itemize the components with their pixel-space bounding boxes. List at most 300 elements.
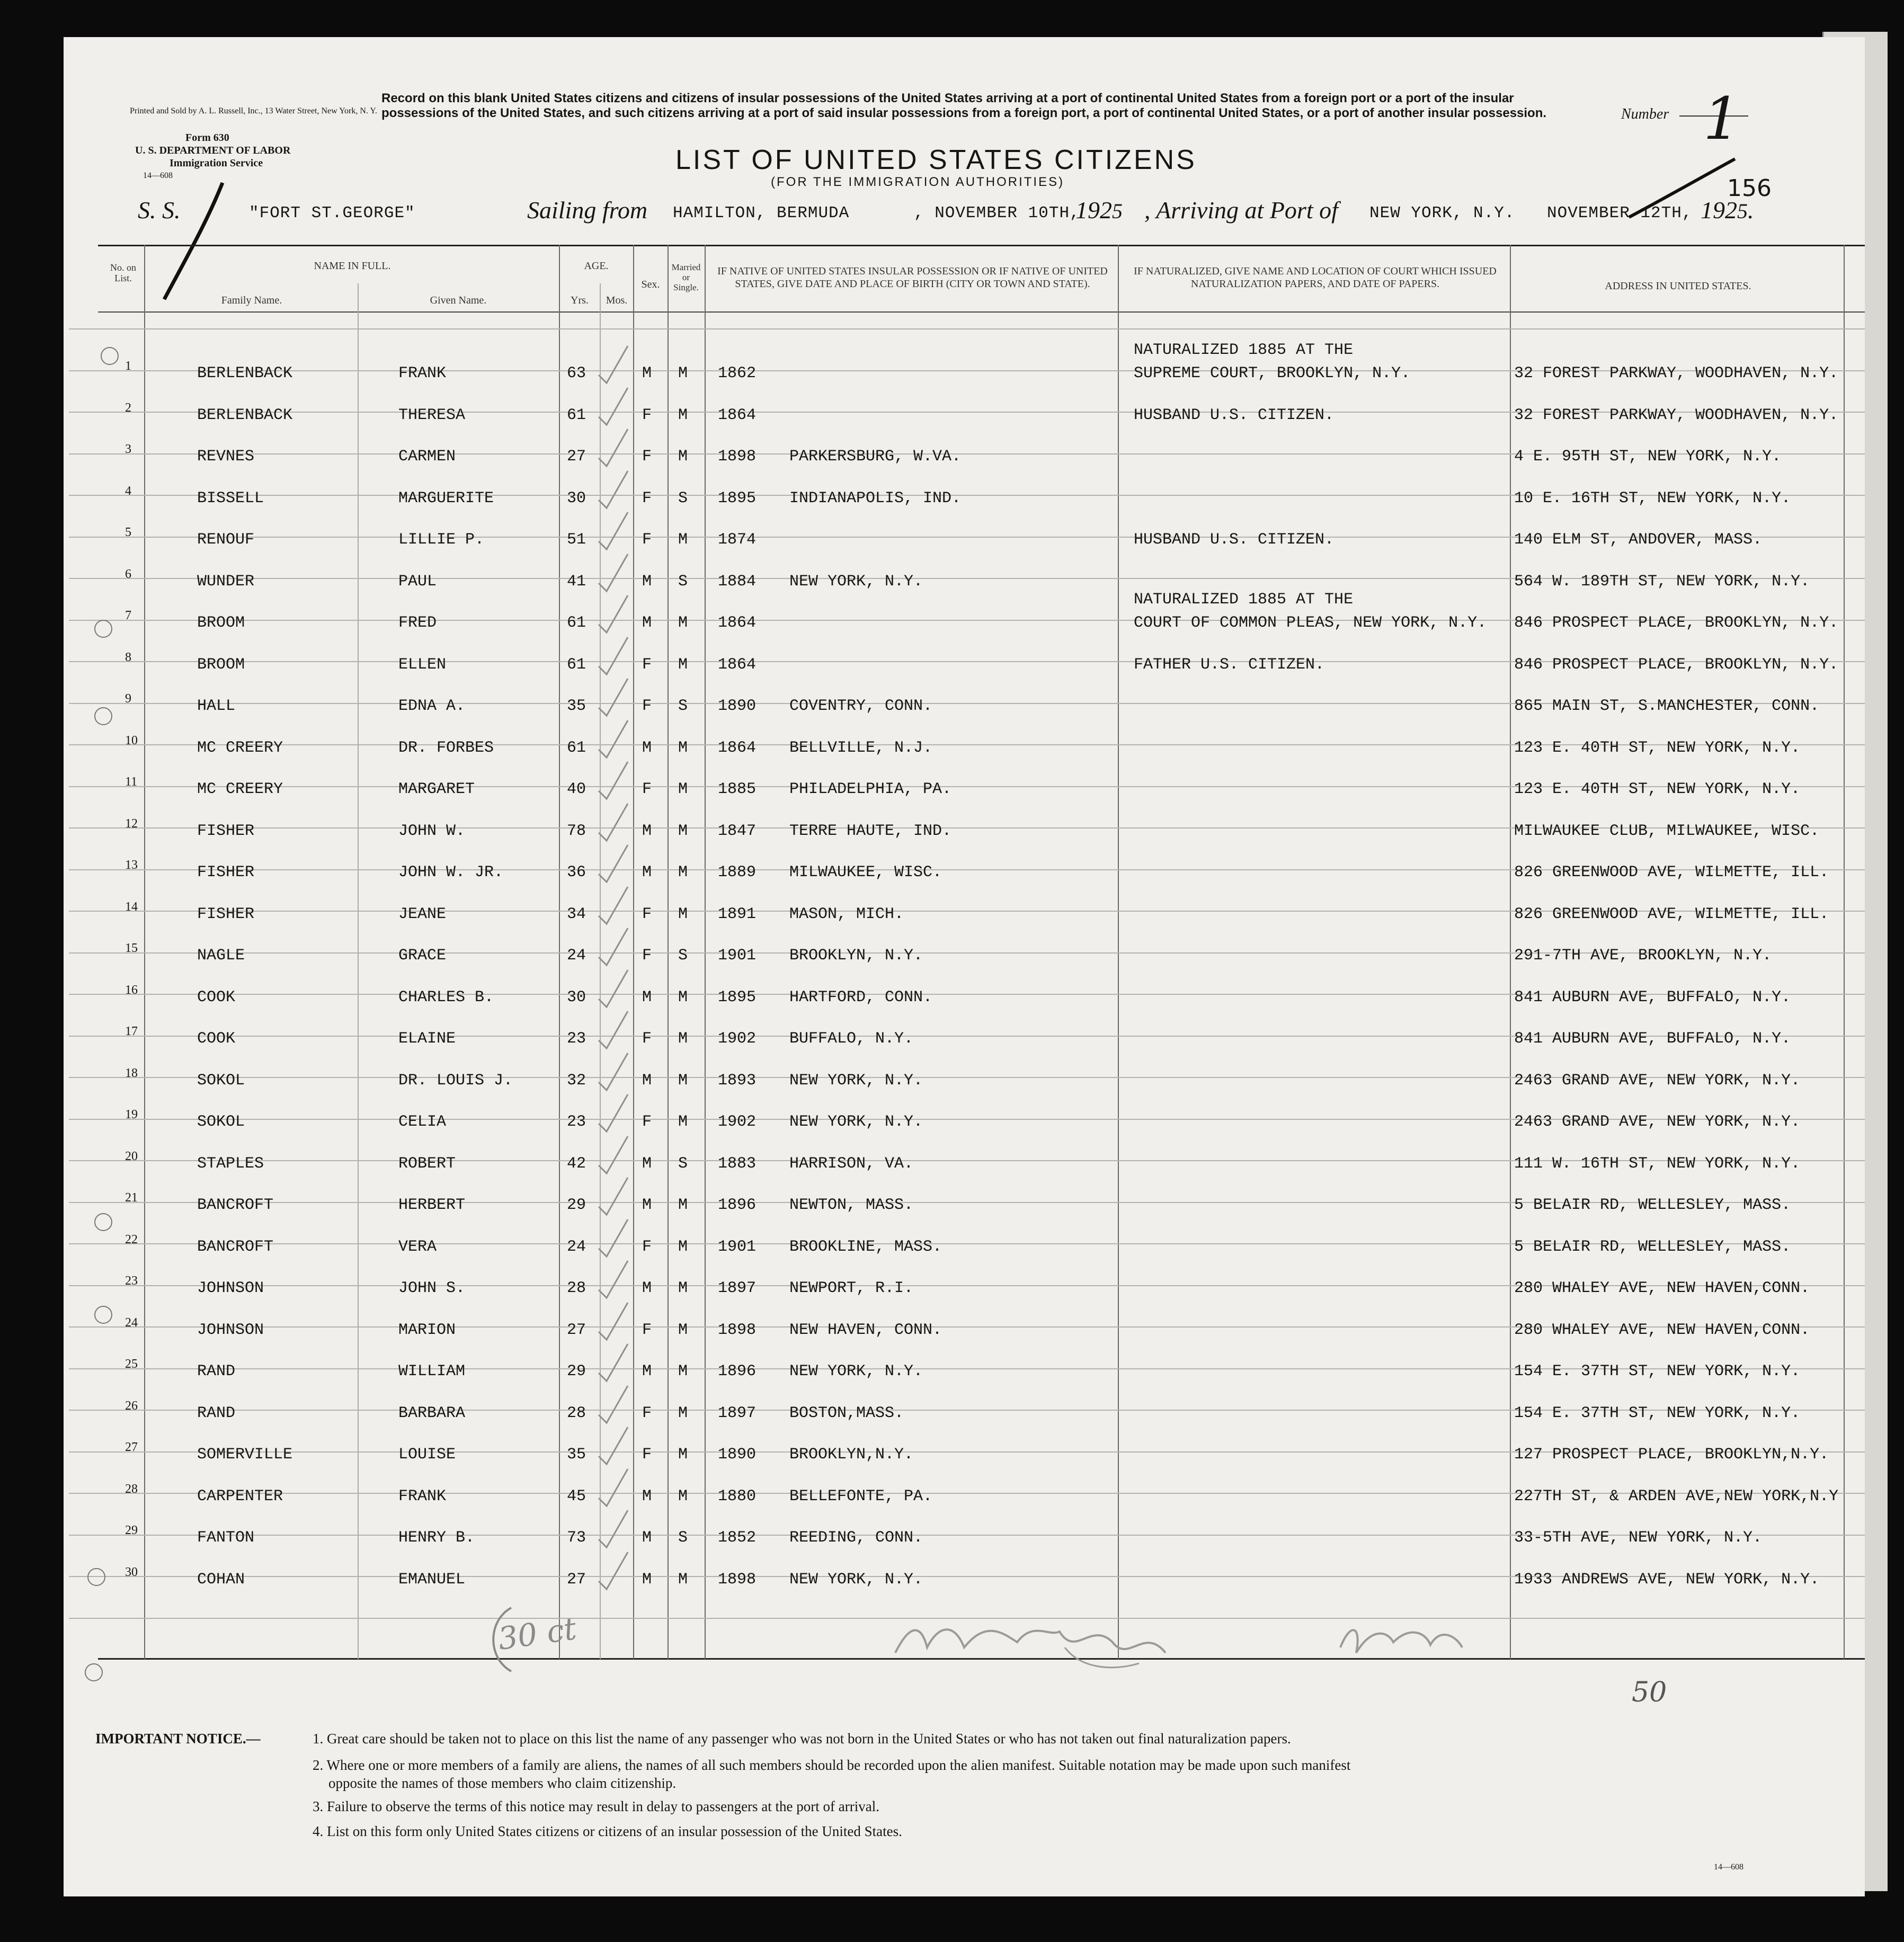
row-number: 1 [125,359,131,373]
pencil-tick [596,801,633,843]
service-name: Immigration Service [170,157,263,169]
given-name: JOHN W. JR. [398,863,504,881]
pencil-tick [596,1050,633,1093]
address: 127 PROSPECT PLACE, BROOKLYN,N.Y. [1514,1446,1829,1464]
row-number: 4 [125,484,131,498]
age-years: 23 [567,1113,586,1131]
page-count-annotation: 50 [1632,1677,1667,1708]
age-years: 35 [567,697,586,715]
pencil-tick [596,468,633,511]
pencil-tick [596,1092,633,1134]
given-name: CHARLES B. [398,988,494,1006]
marital-status: S [678,1154,688,1173]
row-number: 12 [125,816,138,831]
table-row [0,1025,1904,1071]
sailing-year: 1925 [1075,197,1123,224]
birth-year: 1901 [718,947,757,965]
marital-status: M [678,364,688,382]
naturalization-line-2: HUSBAND U.S. CITIZEN. [1134,406,1334,424]
table-top-rule [98,245,1865,246]
address: MILWAUKEE CLUB, MILWAUKEE, WISC. [1514,822,1820,840]
marital-status: M [678,1196,688,1214]
sex: F [642,1237,652,1256]
address: 841 AUBURN AVE, BUFFALO, N.Y. [1514,988,1791,1006]
birth-place: MASON, MICH. [789,905,904,923]
given-name: DR. LOUIS J. [398,1071,513,1090]
notice-item-2: 2. Where one or more members of a family are aliens, the names of all such members should be recorded upon the alien manifest. Suitable notation may be made upon such manifest [313,1757,1351,1773]
family-name: MC CREERY [197,780,283,798]
family-name: HALL [197,697,236,715]
pencil-tick [596,551,633,594]
marital-status: S [678,697,688,715]
row-number: 11 [125,775,138,789]
table-row [0,899,1904,947]
address: 227TH ST, & ARDEN AVE,NEW YORK,N.Y [1514,1487,1839,1506]
table-header-rule [98,311,1865,313]
given-name: MARGARET [398,780,475,798]
birth-year: 1898 [718,1321,757,1339]
age-years: 40 [567,780,586,798]
sex: M [642,1071,652,1090]
family-name: BROOM [197,655,245,674]
table-row [0,1357,1904,1404]
pencil-tick [596,842,633,885]
address: 123 E. 40TH ST, NEW YORK, N.Y. [1514,738,1801,757]
binder-hole [101,347,119,365]
row-number: 7 [125,609,131,622]
age-years: 30 [567,489,586,507]
age-years: 32 [567,1071,586,1090]
birth-year: 1902 [718,1030,757,1048]
marital-status: M [678,1030,688,1048]
col-header-age: AGE. [584,260,609,272]
age-years: 27 [567,1321,586,1339]
address: 1933 ANDREWS AVE, NEW YORK, N.Y. [1514,1570,1820,1589]
family-name: FISHER [197,905,255,923]
given-name: BARBARA [398,1404,466,1422]
address: 10 E. 16TH ST, NEW YORK, N.Y. [1514,489,1791,507]
given-name: FRANK [398,364,447,382]
sex: M [642,572,652,591]
sex: M [642,1362,652,1380]
arrival-year: 1925. [1701,197,1754,224]
row-number: 22 [125,1232,138,1246]
marital-status: M [678,1446,688,1464]
ruled-line [69,328,1865,329]
arriving-label: , Arriving at Port of [1144,197,1338,224]
col-header-family-name: Family Name. [221,295,282,306]
birth-place: NEW YORK, N.Y. [789,572,923,591]
address: 33-5TH AVE, NEW YORK, N.Y. [1514,1529,1763,1547]
age-years: 23 [567,1030,586,1048]
marital-status: M [678,531,688,549]
sex: F [642,406,652,424]
birth-year: 1898 [718,1570,757,1589]
notice-heading: IMPORTANT NOTICE.— [95,1731,261,1747]
notice-item-3: 3. Failure to observe the terms of this notice may result in delay to passengers at the port of arrival. [313,1798,879,1814]
birth-year: 1897 [718,1404,757,1422]
sex: M [642,822,652,840]
binder-hole [94,707,112,725]
row-number: 14 [125,899,138,914]
marital-status: M [678,988,688,1006]
pencil-tick [596,426,633,469]
given-name: EMANUEL [398,1570,466,1589]
sex: M [642,863,652,881]
sex: F [642,1404,652,1422]
count-annotation: 30 ct [495,1610,579,1657]
marital-status: M [678,406,688,424]
naturalization-line-1: NATURALIZED 1885 AT THE [1134,591,1354,609]
family-name: JOHNSON [197,1279,264,1297]
family-name: NAGLE [197,947,245,965]
count-annotation-bracket [479,1605,527,1674]
given-name: THERESA [398,406,466,424]
table-row [0,442,1904,489]
birth-place: TERRE HAUTE, IND. [789,822,952,840]
sex: M [642,1529,652,1547]
given-name: MARGUERITE [398,489,494,507]
pencil-tick [596,1424,633,1467]
row-number: 24 [125,1315,138,1330]
row-number: 19 [125,1108,138,1121]
birth-year: 1889 [718,863,757,881]
given-name: HENRY B. [398,1529,475,1547]
birth-year: 1880 [718,1487,757,1506]
sex: F [642,1446,652,1464]
notice-item-1: 1. Great care should be taken not to place on this list the name of any passenger who was not born in the United States or who has not taken out final naturalization papers. [313,1731,1291,1747]
given-name: FRED [398,614,437,632]
table-row [0,591,1904,655]
col-header-married: Married or Single. [671,262,701,292]
marital-status: M [678,448,688,466]
pencil-tick [596,1549,633,1592]
address: 32 FOREST PARKWAY, WOODHAVEN, N.Y. [1514,406,1839,424]
table-row [0,1149,1904,1196]
pencil-tick [596,1383,633,1426]
pencil-tick [596,1009,633,1051]
pencil-tick [596,759,633,801]
birth-place: BROOKLYN,N.Y. [789,1446,914,1464]
row-number: 27 [125,1440,138,1454]
table-row [0,484,1904,531]
given-name: LOUISE [398,1446,456,1464]
age-years: 61 [567,406,586,424]
given-name: ELLEN [398,655,447,674]
marital-status: M [678,1237,688,1256]
given-name: HERBERT [398,1196,466,1214]
pencil-tick [596,1466,633,1509]
age-years: 61 [567,738,586,757]
given-name: FRANK [398,1487,447,1506]
table-row [0,941,1904,988]
birth-year: 1852 [718,1529,757,1547]
age-years: 34 [567,905,586,923]
birth-year: 1895 [718,489,757,507]
number-label: Number [1621,106,1669,122]
row-number: 20 [125,1149,138,1163]
birth-place: NEW HAVEN, CONN. [789,1321,942,1339]
birth-place: BELLVILLE, N.J. [789,738,933,757]
address: 564 W. 189TH ST, NEW YORK, N.Y. [1514,572,1810,591]
marital-status: M [678,780,688,798]
row-number: 21 [125,1191,138,1205]
address: 826 GREENWOOD AVE, WILMETTE, ILL. [1514,863,1829,881]
birth-year: 1890 [718,1446,757,1464]
birth-year: 1874 [718,531,757,549]
marital-status: M [678,1362,688,1380]
birth-place: HARRISON, VA. [789,1154,914,1173]
row-number: 2 [125,400,131,415]
number-value: 1 [1703,85,1740,153]
departure-port: HAMILTON, BERMUDA [673,204,850,222]
pencil-tick [596,1258,633,1300]
table-row [0,775,1904,822]
family-name: BISSELL [197,489,264,507]
ss-label: S. S. [138,197,181,224]
address: 2463 GRAND AVE, NEW YORK, N.Y. [1514,1113,1801,1131]
sex: M [642,1487,652,1506]
family-name: COHAN [197,1570,245,1589]
family-name: COOK [197,988,236,1006]
row-number: 25 [125,1357,138,1371]
binder-hole [94,620,112,638]
binder-hole [85,1663,103,1681]
marital-status: S [678,1529,688,1547]
row-number: 10 [125,733,138,747]
table-row [0,1524,1904,1570]
family-name: SOMERVILLE [197,1446,293,1464]
row-number: 8 [125,650,131,664]
pencil-tick [596,593,633,635]
col-header-mos: Mos. [606,295,628,306]
pencil-tick [596,718,633,760]
age-years: 42 [567,1154,586,1173]
form-number: Form 630 [185,132,229,144]
birth-year: 1895 [718,988,757,1006]
marital-status: M [678,655,688,674]
sex: M [642,1154,652,1173]
marital-status: M [678,1487,688,1506]
notice-item-4: 4. List on this form only United States citizens or citizens of an insular possession of the United States. [313,1823,902,1839]
table-row [0,1482,1904,1529]
family-name: JOHNSON [197,1321,264,1339]
table-row [0,525,1904,572]
age-years: 61 [567,655,586,674]
binder-hole [87,1568,105,1586]
address: 846 PROSPECT PLACE, BROOKLYN, N.Y. [1514,614,1839,632]
table-row [0,1565,1904,1612]
row-number: 16 [125,983,138,997]
birth-year: 1896 [718,1362,757,1380]
family-name: CARPENTER [197,1487,283,1506]
family-name: RAND [197,1362,236,1380]
age-years: 24 [567,947,586,965]
age-years: 63 [567,364,586,382]
birth-year: 1891 [718,905,757,923]
pencil-tick [596,1175,633,1217]
pencil-tick [596,1508,633,1550]
address: 111 W. 16TH ST, NEW YORK, N.Y. [1514,1154,1801,1173]
pencil-tick [596,1300,633,1342]
pencil-tick [596,925,633,968]
age-years: 51 [567,531,586,549]
sex: F [642,1321,652,1339]
family-name: REVNES [197,448,255,466]
sex: F [642,780,652,798]
sex: F [642,531,652,549]
birth-year: 1896 [718,1196,757,1214]
birth-year: 1884 [718,572,757,591]
sex: F [642,905,652,923]
family-name: SOKOL [197,1113,245,1131]
birth-year: 1885 [718,780,757,798]
row-number: 30 [125,1565,138,1579]
birth-year: 1862 [718,364,757,382]
marital-status: M [678,738,688,757]
sex: F [642,448,652,466]
pencil-tick [596,676,633,718]
address: 826 GREENWOOD AVE, WILMETTE, ILL. [1514,905,1829,923]
age-years: 36 [567,863,586,881]
birth-place: NEW YORK, N.Y. [789,1362,923,1380]
given-name: DR. FORBES [398,738,494,757]
age-years: 61 [567,614,586,632]
birth-place: COVENTRY, CONN. [789,697,933,715]
birth-place: PARKERSBURG, W.VA. [789,448,962,466]
table-row [0,1315,1904,1362]
notice-item-2-continued: opposite the names of those members who claim citizenship. [328,1775,677,1791]
pencil-tick [596,343,633,386]
birth-place: BUFFALO, N.Y. [789,1030,914,1048]
age-years: 28 [567,1279,586,1297]
row-number: 29 [125,1524,138,1537]
address: 2463 GRAND AVE, NEW YORK, N.Y. [1514,1071,1801,1090]
birth-place: MILWAUKEE, WISC. [789,863,942,881]
sailing-date: , NOVEMBER 10TH, [914,204,1080,222]
birth-year: 1864 [718,738,757,757]
birth-place: BOSTON,MASS. [789,1404,904,1422]
row-number: 5 [125,525,131,539]
birth-place: BROOKLINE, MASS. [789,1237,942,1256]
sex: F [642,489,652,507]
table-row [0,816,1904,863]
age-years: 45 [567,1487,586,1506]
birth-place: HARTFORD, CONN. [789,988,933,1006]
age-years: 29 [567,1196,586,1214]
address: 123 E. 40TH ST, NEW YORK, N.Y. [1514,780,1801,798]
family-name: BERLENBACK [197,406,293,424]
age-years: 73 [567,1529,586,1547]
address: 280 WHALEY AVE, NEW HAVEN,CONN. [1514,1279,1810,1297]
table-row [0,341,1904,406]
table-row [0,650,1904,697]
birth-year: 1902 [718,1113,757,1131]
col-header-name: NAME IN FULL. [314,260,391,272]
birth-year: 1897 [718,1279,757,1297]
birth-year: 1864 [718,655,757,674]
birth-place: BELLEFONTE, PA. [789,1487,933,1506]
printer-line: Printed and Sold by A. L. Russell, Inc., 13 Water Street, New York, N. Y. [130,106,377,115]
ship-name: "FORT ST.GEORGE" [249,204,415,222]
sex: F [642,947,652,965]
given-name: ELAINE [398,1030,456,1048]
pencil-note [1335,1616,1467,1663]
marital-status: M [678,905,688,923]
age-years: 35 [567,1446,586,1464]
page-number: 156 [1727,175,1772,202]
birth-place: NEW YORK, N.Y. [789,1113,923,1131]
pencil-tick [596,1217,633,1259]
marital-status: M [678,1071,688,1090]
sex: M [642,614,652,632]
table-row [0,1274,1904,1321]
binder-hole [94,1306,112,1324]
birth-place: REEDING, CONN. [789,1529,923,1547]
pencil-tick [596,635,633,677]
age-years: 41 [567,572,586,591]
arrival-port: NEW YORK, N.Y. [1369,204,1515,222]
page-subtitle: (FOR THE IMMIGRATION AUTHORITIES) [771,175,1065,189]
family-name: SOKOL [197,1071,245,1090]
birth-place: NEWTON, MASS. [789,1196,914,1214]
given-name: MARION [398,1321,456,1339]
age-years: 27 [567,448,586,466]
sex: F [642,697,652,715]
given-name: EDNA A. [398,697,466,715]
marital-status: S [678,489,688,507]
marital-status: M [678,1279,688,1297]
family-name: WUNDER [197,572,255,591]
table-row [0,1232,1904,1279]
family-name: BROOM [197,614,245,632]
age-years: 29 [567,1362,586,1380]
family-name: FANTON [197,1529,255,1547]
given-name: GRACE [398,947,447,965]
naturalization-line-2: HUSBAND U.S. CITIZEN. [1134,531,1334,549]
table-row [0,1191,1904,1237]
marital-status: M [678,1113,688,1131]
sex: M [642,988,652,1006]
family-name: STAPLES [197,1154,264,1173]
col-header-given-name: Given Name. [430,295,487,306]
birth-year: 1898 [718,448,757,466]
given-name: JEANE [398,905,447,923]
family-name: BANCROFT [197,1196,274,1214]
footer-form-code: 14—608 [1714,1863,1743,1872]
table-row [0,400,1904,448]
sex: F [642,655,652,674]
pencil-tick [596,1341,633,1384]
table-row [0,1108,1904,1154]
table-row [0,1066,1904,1113]
naturalization-line-2: SUPREME COURT, BROOKLYN, N.Y. [1134,364,1411,382]
marital-status: M [678,863,688,881]
col-header-naturalized: IF NATURALIZED, GIVE NAME AND LOCATION OF COURT WHICH ISSUED NATURALIZATION PAPERS, AND DATE OF PAPERS. [1134,265,1497,290]
birth-year: 1864 [718,614,757,632]
sex: M [642,364,652,382]
row-number: 23 [125,1274,138,1288]
pencil-tick [596,884,633,927]
marital-status: M [678,1404,688,1422]
birth-year: 1893 [718,1071,757,1090]
address: 32 FOREST PARKWAY, WOODHAVEN, N.Y. [1514,364,1839,382]
birth-year: 1901 [718,1237,757,1256]
col-header-birth: IF NATIVE OF UNITED STATES INSULAR POSSESSION OR IF NATIVE OF UNITED STATES, GIVE DATE AND PLACE OF BIRTH (CITY OR TOWN AND STATE). [717,265,1108,290]
family-name: BERLENBACK [197,364,293,382]
birth-place: INDIANAPOLIS, IND. [789,489,962,507]
col-header-yrs: Yrs. [571,295,589,306]
